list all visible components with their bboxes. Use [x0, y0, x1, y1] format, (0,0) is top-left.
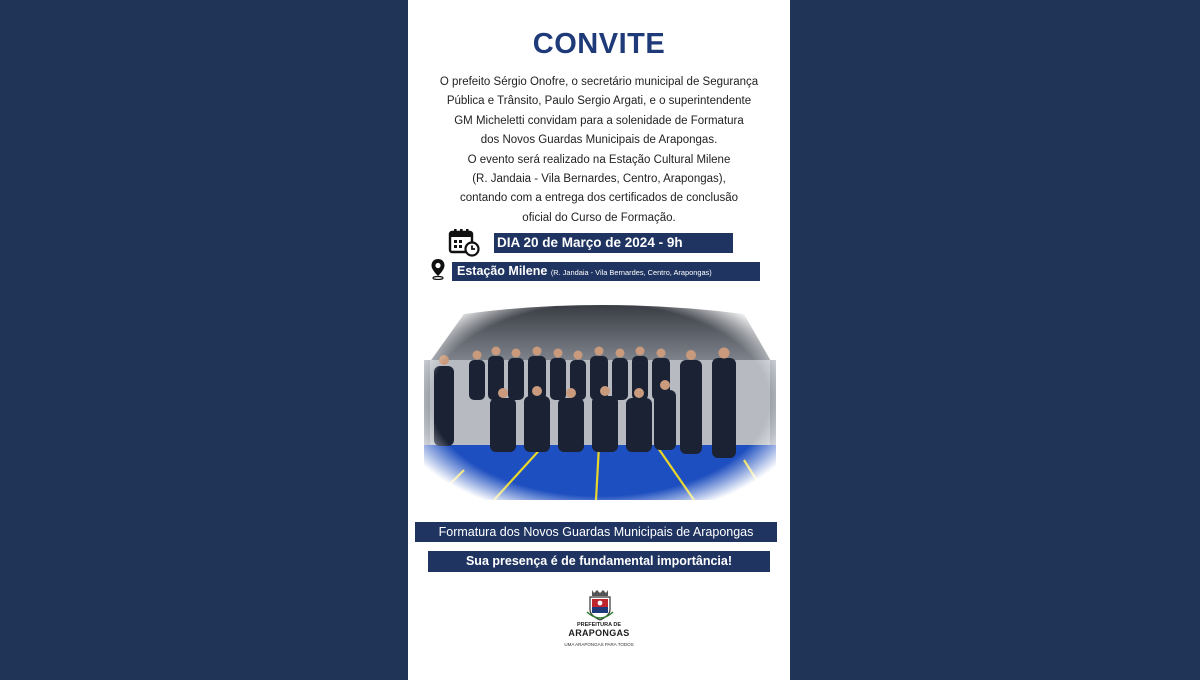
group-photo: [424, 300, 776, 500]
invitation-card: [408, 0, 790, 680]
body-line: O prefeito Sérgio Onofre, o secretário municipal de Segurança: [439, 76, 759, 88]
body-line: Pública e Trânsito, Paulo Sergio Argati, e o superintendente: [446, 95, 752, 108]
invitation-body: [420, 73, 778, 228]
location-bar: [452, 262, 760, 281]
location-name: Estação Milene: [457, 264, 548, 278]
body-line: (R. Jandaia - Vila Bernardes, Centro, Arapongas),: [472, 173, 726, 186]
date-bar: DIA 20 de Março de 2024 - 9h: [494, 233, 733, 253]
body-line: contando com a entrega dos certificados de conclusão: [459, 192, 739, 205]
invitation-title: CONVITE: [532, 28, 666, 60]
city-name: [408, 622, 790, 638]
body-line: dos Novos Guardas Municipais de Arapongas.: [480, 134, 718, 147]
body-line: O evento será realizado na Estação Cultural Milene: [467, 153, 731, 166]
body-line: GM Micheletti convidam para a solenidade de Formatura: [454, 114, 744, 127]
city-coat-of-arms-icon: [586, 588, 614, 622]
calendar-clock-icon: [448, 227, 480, 257]
city-tagline: UMA ARAPONGAS PARA TODOS: [564, 642, 634, 647]
city-name-line1: PREFEITURA DE: [576, 622, 622, 628]
presence-banner: Sua presença é de fundamental importância!: [428, 551, 770, 572]
graduation-banner: Formatura dos Novos Guardas Municipais de Arapongas: [415, 522, 777, 542]
location-address: (R. Jandaia - Vila Bernardes, Centro, Arapongas): [550, 268, 712, 277]
map-pin-icon: [430, 258, 446, 280]
city-name-line2: ARAPONGAS: [568, 628, 630, 638]
body-line: oficial do Curso de Formação.: [522, 211, 676, 224]
